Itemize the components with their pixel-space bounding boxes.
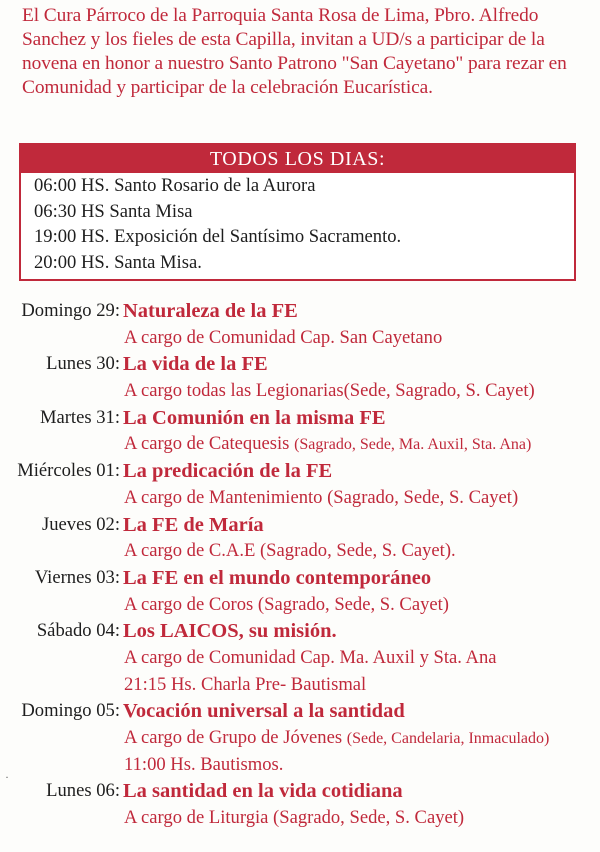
charge-detail: (Sagrado, Sede, Ma. Auxil, Sta. Ana) <box>294 436 532 454</box>
day-label: Lunes 30: <box>46 353 120 375</box>
charge-detail: (Sede, Candelaria, Inmaculado) <box>346 730 550 747</box>
charge-row <box>0 431 600 458</box>
day-label: Miércoles 01: <box>17 460 120 482</box>
charge-row <box>0 592 600 619</box>
day-row <box>0 351 600 378</box>
charge-text: A cargo de Comunidad Cap. Ma. Auxil y Sta. Ana <box>124 646 497 668</box>
day-extra: 21:15 Hs. Charla Pre- Bautismal <box>124 673 367 695</box>
day-charge <box>124 725 549 752</box>
day-row <box>0 405 600 432</box>
day-theme: La FE en el mundo contemporáneo <box>123 566 432 589</box>
daily-schedule-item: 06:00 HS. Santo Rosario de la Aurora <box>34 175 316 196</box>
charge-text: A cargo de Coros (Sagrado, Sede, S. Cayet) <box>124 593 449 615</box>
stray-dot: · <box>5 770 9 784</box>
day-row <box>0 458 600 485</box>
daily-schedule-title: TODOS LOS DIAS: <box>21 145 574 173</box>
charge-text: A cargo de C.A.E (Sagrado, Sede, S. Cayet). <box>124 540 456 562</box>
day-theme: Naturaleza de la FE <box>123 300 298 322</box>
day-row <box>0 512 600 539</box>
charge-row <box>0 325 600 352</box>
novena-schedule <box>0 298 600 832</box>
charge-row <box>0 378 600 405</box>
day-row <box>0 298 600 325</box>
day-label: Viernes 03: <box>34 566 120 588</box>
charge-row <box>0 725 600 752</box>
day-charge <box>124 805 464 832</box>
extra-row <box>0 752 600 779</box>
day-charge <box>124 325 442 352</box>
charge-text: A cargo de Mantenimiento (Sagrado, Sede, S. Cayet) <box>124 486 519 508</box>
day-row <box>0 618 600 645</box>
day-row <box>0 778 600 805</box>
extra-row <box>0 672 600 699</box>
charge-text: A cargo de Liturgia (Sagrado, Sede, S. Cayet) <box>124 807 465 829</box>
day-charge <box>124 431 531 458</box>
charge-text: A cargo todas las Legionarias(Sede, Sagrado, S. Cayet) <box>124 380 535 402</box>
day-label: Sábado 04: <box>36 620 120 642</box>
charge-row <box>0 485 600 512</box>
day-charge <box>124 378 535 405</box>
charge-text: A cargo de Comunidad Cap. San Cayetano <box>124 326 443 348</box>
day-label: Jueves 02: <box>42 513 120 535</box>
charge-row <box>0 645 600 672</box>
day-theme: La vida de la FE <box>123 353 268 376</box>
day-theme: La Comunión en la misma FE <box>123 406 386 429</box>
day-charge <box>124 538 456 565</box>
charge-row <box>0 538 600 565</box>
day-theme: La predicación de la FE <box>123 460 333 483</box>
daily-schedule-box <box>19 143 576 281</box>
day-label: Domingo 29: <box>21 300 120 321</box>
intro-paragraph: El Cura Párroco de la Parroquia Santa Rosa de Lima, Pbro. Alfredo Sanchez y los fieles de esta Capilla, invitan a UD/s a participar de la novena en honor a nuestro Santo Patrono "San Cayetano" para rezar en Comunidad y participar de la celebración Eucarística. <box>22 5 567 98</box>
day-row <box>0 698 600 725</box>
day-theme: Los LAICOS, su misión. <box>123 620 337 643</box>
charge-row <box>0 805 600 832</box>
day-extra: 11:00 Hs. Bautismos. <box>124 753 284 775</box>
daily-schedule-item: 20:00 HS. Santa Misa. <box>34 251 202 273</box>
day-label: Lunes 06: <box>46 780 120 802</box>
charge-text: A cargo de Catequesis <box>124 433 295 455</box>
day-label: Domingo 05: <box>21 700 120 722</box>
day-label: Martes 31: <box>39 406 120 428</box>
day-charge <box>124 485 518 512</box>
day-theme: La FE de María <box>123 513 264 536</box>
day-theme: Vocación universal a la santidad <box>123 700 405 723</box>
charge-text: A cargo de Grupo de Jóvenes <box>124 727 347 748</box>
day-charge <box>124 645 497 672</box>
day-charge <box>124 592 449 619</box>
day-theme: La santidad en la vida cotidiana <box>123 780 403 803</box>
day-row <box>0 565 600 592</box>
daily-schedule-item: 19:00 HS. Exposición del Santísimo Sacramento. <box>34 226 402 248</box>
daily-schedule-item: 06:30 HS Santa Misa <box>34 200 193 222</box>
